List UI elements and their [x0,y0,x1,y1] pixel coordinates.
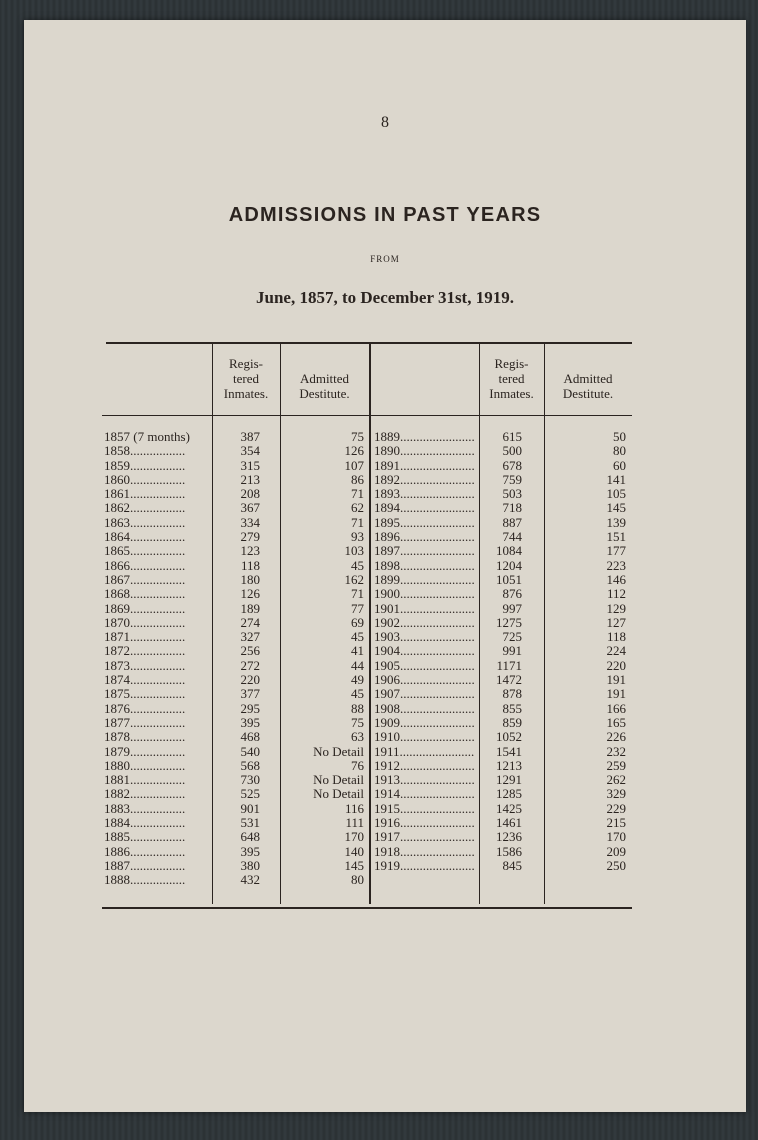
right-admitted-column [546,430,626,873]
table-cell-admitted: 86 [351,472,364,487]
table-cell-year: 1916....................... [374,816,475,831]
table-bottom-rule [102,907,632,909]
table-cell-admitted: 229 [606,801,626,816]
table-cell-registered: 380 [240,858,260,873]
table-cell-admitted: 209 [606,844,626,859]
header-rule [212,415,632,416]
table-cell-admitted: 223 [606,558,626,573]
table-cell-admitted: 329 [606,787,626,802]
table-cell-registered: 648 [240,830,260,845]
table-cell-admitted: 166 [606,701,626,716]
table-cell-registered: 855 [502,701,522,716]
table-cell-registered: 725 [502,630,522,645]
table-cell-admitted: 71 [351,487,364,502]
table-cell-registered: 744 [502,530,522,545]
table-cell-year: 1905....................... [374,658,475,673]
table-cell-admitted: No Detail [313,773,364,788]
table-cell-year: 1859................. [104,458,186,473]
table-cell-admitted: 259 [606,758,626,773]
table-cell-registered: 887 [502,515,522,530]
table-cell-admitted: 60 [613,458,626,473]
table-cell-admitted: 50 [613,430,626,444]
left-admitted-column [282,430,364,888]
table-cell-year: 1866................. [104,558,186,573]
table-cell-year: 1897....................... [374,544,475,559]
table-cell-registered: 615 [502,430,522,444]
table-cell-year: 1912....................... [374,758,475,773]
table-cell-registered: 272 [240,658,260,673]
header-admitted-destitute [280,371,369,401]
table-cell-admitted: 224 [606,644,626,659]
table-cell-registered: 1461 [496,816,522,831]
table-cell-registered: 500 [502,444,522,459]
table-cell-year: 1858................. [104,444,186,459]
table-cell-admitted: 62 [351,501,364,516]
table-cell-registered: 395 [240,844,260,859]
table-cell-year: 1918....................... [374,844,475,859]
table-cell-admitted: 77 [351,601,364,616]
table-cell-admitted: 250 [606,858,626,873]
table-cell-registered: 1275 [496,615,522,630]
table-cell-year: 1898....................... [374,558,475,573]
table-cell-registered: 1541 [496,744,522,759]
table-cell-admitted: 170 [606,830,626,845]
column-divider [544,344,545,904]
table-cell-year: 1892....................... [374,472,475,487]
column-divider [369,344,371,904]
table-cell-admitted: 75 [351,430,364,444]
table-cell-admitted: 49 [351,673,364,688]
table-cell-admitted: 118 [606,630,626,645]
table-cell-registered: 503 [502,487,522,502]
table-cell-year: 1908....................... [374,701,475,716]
table-cell-year: 1906....................... [374,673,475,688]
table-cell-admitted: 191 [606,673,626,688]
table-cell-registered: 220 [240,673,260,688]
table-cell-year: 1884................. [104,816,186,831]
table-cell-registered: 525 [240,787,260,802]
table-cell-registered: 1213 [496,758,522,773]
table-cell-admitted: 71 [351,587,364,602]
table-cell-admitted: 145 [606,501,626,516]
table-cell-admitted: 170 [344,830,364,845]
table-cell-admitted: 93 [351,530,364,545]
table-cell-registered: 876 [502,587,522,602]
table-cell-year: 1877................. [104,715,186,730]
table-cell-admitted: 140 [344,844,364,859]
table-cell-registered: 213 [240,472,260,487]
table-cell-registered: 901 [240,801,260,816]
table-cell-registered: 1204 [496,558,522,573]
table-cell-registered: 354 [240,444,260,459]
table-cell-admitted: 139 [606,515,626,530]
table-cell-year: 1909....................... [374,715,475,730]
table-cell-year: 1881................. [104,773,186,788]
table-cell-year: 1867................. [104,572,186,587]
table-cell-registered: 1236 [496,830,522,845]
table-cell-admitted: 103 [344,544,364,559]
table-cell-year: 1875................. [104,687,186,702]
table-cell-year: 1900....................... [374,587,475,602]
table-cell-admitted: 105 [606,487,626,502]
header-line: Regis- tered Inmates. [489,356,534,401]
table-cell-year: 1860................. [104,472,186,487]
table-cell-year: 1870................. [104,615,186,630]
table-cell-registered: 1171 [496,658,522,673]
table-cell-admitted: 116 [344,801,364,816]
table-cell-year: 1899....................... [374,572,475,587]
table-cell-registered: 1586 [496,844,522,859]
header-rule [102,415,212,416]
table-cell-registered: 327 [240,630,260,645]
table-cell-year: 1879................. [104,744,186,759]
table-cell-year: 1889....................... [374,430,475,444]
table-cell-year: 1872................. [104,644,186,659]
table-cell-year: 1885................. [104,830,186,845]
table-cell-year: 1896....................... [374,530,475,545]
table-cell-year: 1862................. [104,501,186,516]
table-cell-registered: 334 [240,515,260,530]
table-cell-year: 1895....................... [374,515,475,530]
table-cell-admitted: 162 [344,572,364,587]
column-divider [212,344,213,904]
table-cell-registered: 678 [502,458,522,473]
table-cell-registered: 295 [240,701,260,716]
table-cell-registered: 468 [240,730,260,745]
table-cell-registered: 1084 [496,544,522,559]
table-cell-registered: 377 [240,687,260,702]
table-cell-registered: 1052 [496,730,522,745]
header-registered-inmates-2 [479,356,544,401]
table-cell-admitted: 145 [344,858,364,873]
table-cell-registered: 189 [240,601,260,616]
table-cell-registered: 1285 [496,787,522,802]
header-line: Admitted Destitute. [562,371,614,401]
table-cell-year: 1913....................... [374,773,475,788]
table-cell-year: 1891....................... [374,458,475,473]
table-cell-admitted: 75 [351,715,364,730]
table-cell-registered: 274 [240,615,260,630]
table-cell-admitted: 71 [351,515,364,530]
table-cell-registered: 540 [240,744,260,759]
table-cell-admitted: 45 [351,687,364,702]
table-cell-registered: 568 [240,758,260,773]
table-cell-registered: 432 [240,873,260,888]
from-label: FROM [370,254,400,264]
table-cell-registered: 1472 [496,673,522,688]
table-cell-year: 1883................. [104,801,186,816]
table-cell-year: 1915....................... [374,801,475,816]
table-cell-admitted: 146 [606,572,626,587]
table-cell-registered: 718 [502,501,522,516]
table-cell-admitted: 226 [606,730,626,745]
table-cell-registered: 256 [240,644,260,659]
table-cell-year: 1864................. [104,530,186,545]
table-cell-registered: 1051 [496,572,522,587]
column-divider [280,344,281,904]
table-cell-admitted: No Detail [313,744,364,759]
table-cell-registered: 991 [502,644,522,659]
table-cell-admitted: 191 [606,687,626,702]
table-cell-year: 1904....................... [374,644,475,659]
table-cell-registered: 367 [240,501,260,516]
table-cell-year: 1873................. [104,658,186,673]
table-cell-registered: 126 [240,587,260,602]
table-cell-year: 1917....................... [374,830,475,845]
table-cell-year: 1894....................... [374,501,475,516]
table-cell-admitted: 44 [351,658,364,673]
table-cell-registered: 118 [240,558,260,573]
table-cell-registered: 845 [502,858,522,873]
table-cell-year: 1911....................... [374,744,475,759]
table-cell-registered: 997 [502,601,522,616]
header-registered-inmates [212,356,280,401]
table-cell-admitted: 129 [606,601,626,616]
table-cell-admitted: 177 [606,544,626,559]
table-cell-registered: 180 [240,572,260,587]
table-cell-year: 1876................. [104,701,186,716]
table-cell-year: 1914....................... [374,787,475,802]
table-cell-year: 1902....................... [374,615,475,630]
table-cell-year: 1868................. [104,587,186,602]
table-cell-year: 1882................. [104,787,186,802]
right-registered-column [481,430,522,873]
table-cell-registered: 1291 [496,773,522,788]
table-cell-year: 1880................. [104,758,186,773]
table-cell-year: 1901....................... [374,601,475,616]
header-line: Admitted Destitute. [299,371,350,401]
table-cell-admitted: 165 [606,715,626,730]
table-cell-admitted: 232 [606,744,626,759]
right-year-column [374,430,477,873]
table-cell-registered: 859 [502,715,522,730]
left-registered-column [214,430,260,888]
table-cell-admitted: 141 [606,472,626,487]
table-cell-registered: 759 [502,472,522,487]
table-cell-admitted: 107 [344,458,364,473]
table-cell-admitted: 80 [351,873,364,888]
table-cell-admitted: 220 [606,658,626,673]
table-cell-registered: 531 [240,816,260,831]
table-cell-admitted: 262 [606,773,626,788]
table-cell-admitted: 45 [351,558,364,573]
header-line: Regis- tered Inmates. [223,356,269,401]
table-cell-year: 1878................. [104,730,186,745]
page-title: ADMISSIONS IN PAST YEARS [228,204,542,226]
admissions-table [102,342,632,912]
page-number: 8 [381,114,389,131]
table-cell-admitted: 127 [606,615,626,630]
table-cell-year: 1888................. [104,873,186,888]
table-cell-registered: 878 [502,687,522,702]
table-cell-year: 1874................. [104,673,186,688]
table-cell-year: 1919....................... [374,858,475,873]
table-cell-year: 1857 (7 months) [104,430,190,444]
table-cell-year: 1865................. [104,544,186,559]
table-cell-registered: 1425 [496,801,522,816]
table-cell-admitted: 45 [351,630,364,645]
table-cell-year: 1871................. [104,630,186,645]
table-cell-admitted: 112 [606,587,626,602]
table-cell-registered: 387 [240,430,260,444]
table-cell-year: 1910....................... [374,730,475,745]
table-cell-year: 1861................. [104,487,186,502]
table-cell-admitted: 69 [351,615,364,630]
header-admitted-destitute-2 [544,371,632,401]
table-cell-registered: 123 [240,544,260,559]
table-cell-admitted: 151 [606,530,626,545]
table-cell-year: 1903....................... [374,630,475,645]
left-year-column [104,430,210,888]
table-cell-registered: 730 [240,773,260,788]
table-cell-admitted: 41 [351,644,364,659]
table-cell-registered: 395 [240,715,260,730]
table-cell-admitted: 88 [351,701,364,716]
table-cell-year: 1893....................... [374,487,475,502]
table-cell-year: 1907....................... [374,687,475,702]
table-cell-admitted: 111 [345,816,364,831]
table-cell-admitted: 126 [344,444,364,459]
table-cell-admitted: 80 [613,444,626,459]
document-page [24,20,746,1112]
table-cell-admitted: No Detail [313,787,364,802]
table-cell-admitted: 63 [351,730,364,745]
table-cell-year: 1869................. [104,601,186,616]
table-cell-registered: 279 [240,530,260,545]
table-cell-admitted: 215 [606,816,626,831]
table-cell-registered: 315 [240,458,260,473]
column-divider [479,344,480,904]
table-cell-year: 1890....................... [374,444,475,459]
table-cell-admitted: 76 [351,758,364,773]
table-cell-registered: 208 [240,487,260,502]
date-range: June, 1857, to December 31st, 1919. [256,288,514,307]
table-cell-year: 1863................. [104,515,186,530]
table-cell-year: 1886................. [104,844,186,859]
table-cell-year: 1887................. [104,858,186,873]
